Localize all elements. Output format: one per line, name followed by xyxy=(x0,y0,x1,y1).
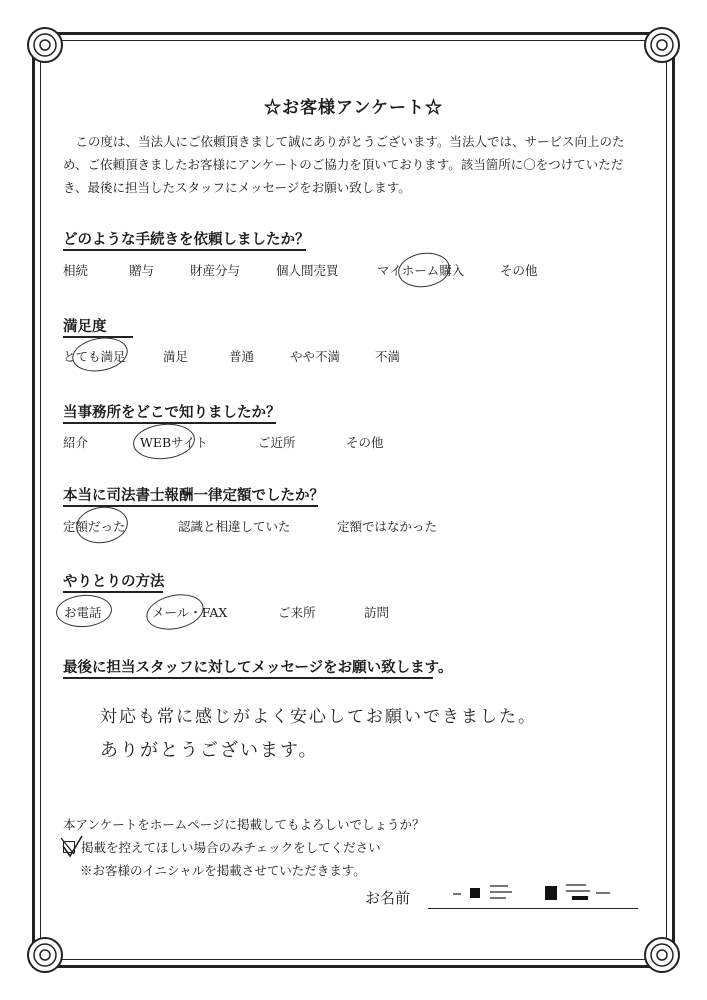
option[interactable]: やや不満 xyxy=(290,349,341,364)
option[interactable]: ご近所 xyxy=(258,435,296,450)
question-underline xyxy=(63,677,433,679)
survey-title: ☆お客様アンケート☆ xyxy=(264,98,443,118)
question-title: どのような手続きを依頼しましたか？ xyxy=(63,231,310,248)
option[interactable]: 普通 xyxy=(229,349,255,364)
checkbox-label: 掲載を控えてほしい場合のみチェックをしてください xyxy=(81,840,381,855)
question-underline xyxy=(63,336,133,338)
option-selected[interactable]: マイホーム購入 xyxy=(377,263,465,278)
corner-ornament-icon xyxy=(25,935,65,975)
question-title: 満足度 xyxy=(63,318,107,335)
question-title: やりとりの方法 xyxy=(63,573,165,590)
publication-checkbox[interactable] xyxy=(63,841,75,853)
intro-line: この度は、当法人にご依頼頂きまして誠にありがとうございます。当法人では、サービス向上のた xyxy=(75,134,625,149)
option[interactable]: 紹介 xyxy=(63,435,89,450)
handwritten-message-line: ありがとうございます。 xyxy=(100,740,319,761)
option[interactable]: ご来所 xyxy=(278,605,316,620)
option[interactable]: 訪問 xyxy=(364,605,390,620)
corner-ornament-icon xyxy=(642,935,682,975)
option[interactable]: 満足 xyxy=(163,349,189,364)
option[interactable]: 定額ではなかった xyxy=(337,519,438,534)
name-signature-line[interactable] xyxy=(428,908,638,909)
option-selected[interactable]: WEBサイト xyxy=(140,435,208,450)
option[interactable]: 認識と相違していた xyxy=(178,519,291,534)
option[interactable]: 財産分与 xyxy=(190,263,241,278)
question-underline xyxy=(63,249,306,251)
option-selected[interactable]: 定額だった xyxy=(63,519,126,534)
message-section-title: 最後に担当スタッフに対してメッセージをお願い致します。 xyxy=(63,659,453,676)
name-label: お名前 xyxy=(365,889,411,907)
initials-note: ※お客様のイニシャルを掲載させていただきます。 xyxy=(80,863,366,878)
question-underline xyxy=(63,422,276,424)
question-underline xyxy=(63,505,318,507)
intro-line: め、ご依頼頂きましたお客様にアンケートのご協力を頂いております。該当箇所に〇をつけていただ xyxy=(63,157,624,172)
option[interactable]: 不満 xyxy=(375,349,401,364)
corner-ornament-icon xyxy=(642,25,682,65)
option[interactable]: その他 xyxy=(500,263,538,278)
publication-question: 本アンケートをホームページに掲載してもよろしいでしょうか？ xyxy=(63,817,425,832)
intro-line: き、最後に担当したスタッフにメッセージをお願い致します。 xyxy=(63,180,411,195)
question-title: 当事務所をどこで知りましたか？ xyxy=(63,404,281,421)
checkmark-icon xyxy=(60,834,84,860)
publication-opt-out xyxy=(63,838,381,856)
option-selected[interactable]: メール・FAX xyxy=(152,605,228,620)
option[interactable]: その他 xyxy=(346,435,384,450)
handwritten-message-line: 対応も常に感じがよく安心してお願いできました。 xyxy=(100,707,537,727)
question-underline xyxy=(63,591,163,593)
option-selected[interactable]: とても満足 xyxy=(63,349,126,364)
corner-ornament-icon xyxy=(25,25,65,65)
intro-text xyxy=(63,130,648,199)
option[interactable]: 相続 xyxy=(63,263,89,278)
question-title: 本当に司法書士報酬一律定額でしたか？ xyxy=(63,487,324,504)
option-selected[interactable]: お電話 xyxy=(64,605,102,620)
option[interactable]: 個人間売買 xyxy=(276,263,339,278)
option[interactable]: 贈与 xyxy=(129,263,155,278)
